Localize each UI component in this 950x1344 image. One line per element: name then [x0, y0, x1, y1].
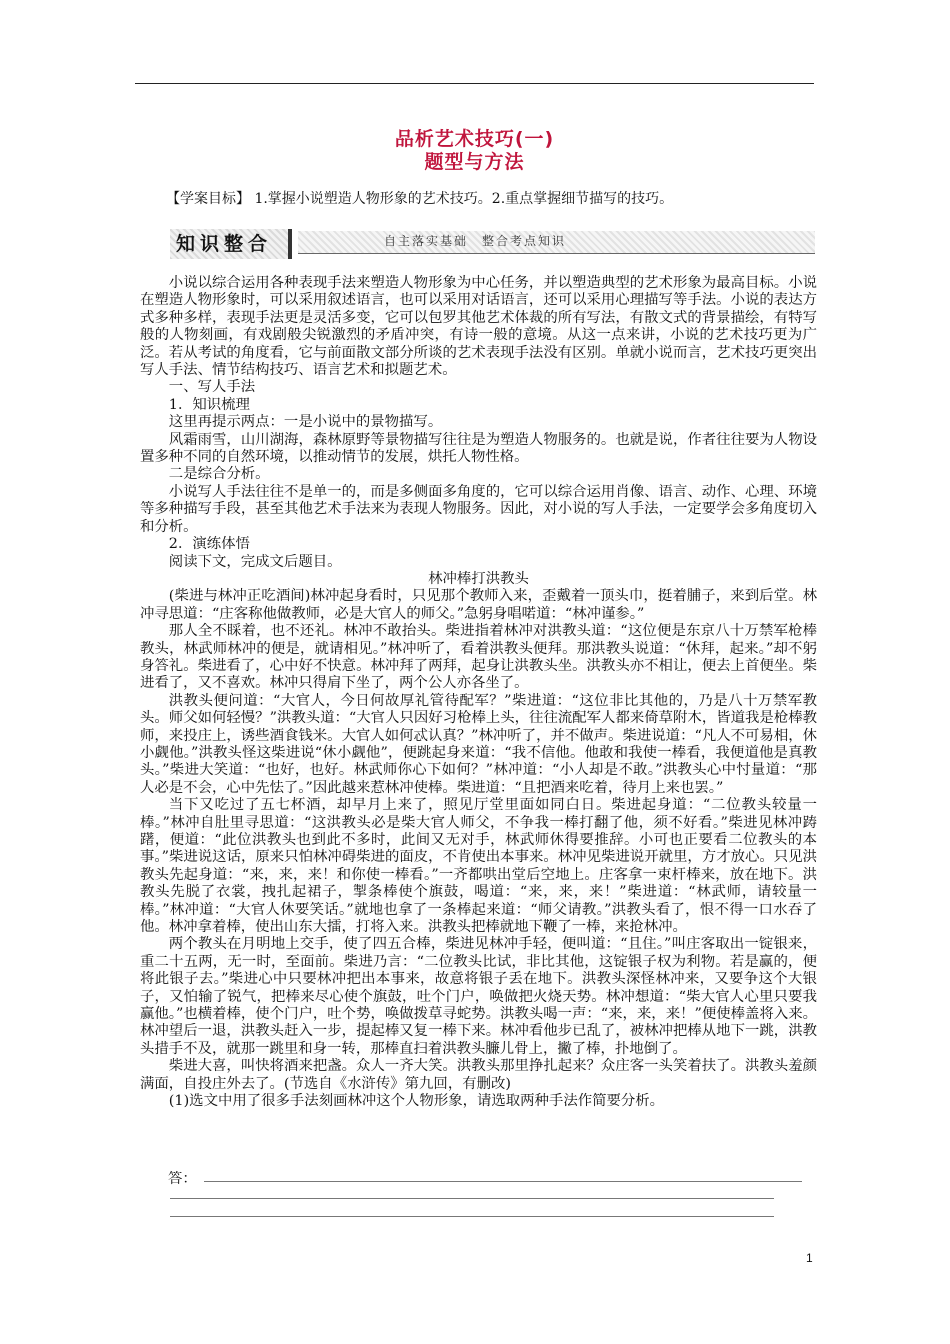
intro-paragraph: 小说以综合运用各种表现手法来塑造人物形象为中心任务，并以塑造典型的艺术形象为最高目标。小说在塑造人物形象时，可以采用叙述语言，也可以采用对话语言，还可以采用心理描写等手法。小说的表达方式多种多样，表现手法更是灵活多变，它可以包罗其他艺术体裁的所有写法，有散文式的背景描绘，有特写般的人物刻画，有戏剧般尖锐激烈的矛盾冲突，有诗一般的意境。从这一点来讲，小说的艺术技巧更为广泛。若从考试的角度看，它与前面散文部分所谈的艺术表现手法没有区别。单就小说而言，艺术技巧更突出写人手法、情节结构技巧、语言艺术和拟题艺术。 [140, 275, 817, 379]
question: (1)选文中用了很多手法刻画林冲这个人物形象，请选取两种手法作简要分析。 [168, 1093, 665, 1110]
story-paragraph: 洪教头便问道：“大官人，今日何故厚礼管待配军？”柴进道：“这位非比其他的，乃是八十万禁军教头。师父如何轻慢？”洪教头道：“大官人只因好习枪棒上头，往往流配军人都来倚草附木，皆道我是枪棒教师，来投庄上，诱些酒食钱米。大官人如何忒认真？”林冲听了，并不做声。柴进说道：“凡人不可易相，休小觑他。”洪教头怪这柴进说“休小觑他”，便跳起身来道：“我不信他。他敢和我使一棒看，我便道他是真教头。”柴进大笑道：“也好，也好。林武师你心下如何？”林冲道：“小人却是不敢。”洪教头心中忖量道：“那人必是不会，心中先怯了。”因此越来惹林冲使棒。柴进道：“且把酒来吃着，待月上来也罢。” [140, 692, 817, 796]
paragraph: 二是综合分析。 [168, 466, 270, 483]
title-line-2: 题型与方法 [424, 151, 525, 173]
section-heading: 一、写人手法 [168, 379, 256, 396]
paragraph: 小说写人手法往往不是单一的，而是多侧面多角度的，它可以综合运用肖像、语言、动作、心理、环境等多种描写手段，甚至其他艺术手法来为表现人物服务。因此，对小说的写人手法，一定要学会多角度切入和分析。 [140, 483, 817, 535]
answer-line [204, 1181, 802, 1182]
banner-label: 知识整合 [176, 233, 273, 255]
story-paragraph: 柴进大喜，叫快将酒来把盏。众人一齐大笑。洪教头那里挣扎起来？众庄客一头笑着扶了。洪教头羞颜满面，自投庄外去了。(节选自《水浒传》第九回，有删改) [140, 1058, 817, 1092]
banner-subtitle: 自主落实基础 整合考点知识 [384, 234, 567, 248]
story-paragraph: 当下又吃过了五七杯酒，却早月上来了，照见厅堂里面如同白日。柴进起身道：“二位教头较量一棒。”林冲自肚里寻思道：“这洪教头必是柴大官人师父，不争我一棒打翻了他，须不好看。”柴进见林冲踌躇，便道：“此位洪教头也到此不多时，此间又无对手，林武师休得要推辞。小可也正要看二位教头的本事。”柴进说这话，原来只怕林冲碍柴进的面皮，不肯使出本事来。林冲见柴进说开就里，方才放心。只见洪教头先起身道：“来，来，来！和你使一棒看。”一齐都哄出堂后空地上。庄客拿一束杆棒来，放在地下。洪教头先脱了衣裳，拽扎起裙子，掣条棒使个旗鼓，喝道：“来，来，来！”柴进道：“林武师，请较量一棒。”林冲道：“大官人休要笑话。”就地也拿了一条棒起来道：“师父请教。”洪教头看了，恨不得一口水吞了他。林冲拿着棒，使出山东大擂，打将入来。洪教头把棒就地下鞭了一棒，来抢林冲。 [140, 797, 817, 936]
page-title [135, 128, 814, 174]
banner-bar [298, 231, 815, 254]
subsection-heading: 1．知识梳理 [168, 396, 250, 413]
banner-logo [170, 229, 292, 259]
story-paragraph: 那人全不睬着，也不还礼。林冲不敢抬头。柴进指着林冲对洪教头道：“这位便是东京八十万禁军枪棒教头，林武师林冲的便是，就请相见。”林冲听了，看着洪教头便拜。那洪教头说道：“休拜，起来。”却不躬身答礼。柴进看了，心中好不快意。林冲拜了两拜，起身让洪教头坐。洪教头亦不相让，便去上首便坐。柴进看了，又不喜欢。林冲只得肩下坐了，两个公人亦各坐了。 [140, 623, 817, 692]
story-paragraph: 两个教头在月明地上交手，使了四五合棒，柴进见林冲手轻，便叫道：“且住。”叫庄客取出一锭银来，重二十五两，无一时，至面前。柴进乃言：“二位教头比试，非比其他，这锭银子权为利物。若是赢的，便将此银子去。”柴进心中只要林冲把出本事来，故意将银子丢在地下。洪教头深怪林冲来，又要争这个大银子，又怕输了锐气，把棒来尽心使个旗鼓，吐个门户，唤做把火烧天势。林冲想道：“柴大官人心里只要我赢他。”也横着棒，使个门户，吐个势，唤做拨草寻蛇势。洪教头喝一声：“来，来，来！”便使棒盖将入来。林冲望后一退，洪教头赶入一步，提起棒又复一棒下来。林冲看他步已乱了，被林冲把棒从地下一跳，洪教头措手不及，就那一跳里和身一转，那棒直扫着洪教头臁儿骨上，撇了棒，扑地倒了。 [140, 936, 817, 1057]
learning-objectives: 【学案目标】 1.掌握小说塑造人物形象的艺术技巧。2.重点掌握细节描写的技巧。 [166, 191, 674, 207]
section-banner [170, 229, 815, 259]
subsection-heading: 2．演练体悟 [168, 536, 250, 553]
header-rule [135, 83, 814, 84]
title-line-1: 品析艺术技巧(一) [394, 128, 555, 150]
story-title: 林冲棒打洪教头 [428, 570, 529, 587]
main-text [140, 275, 817, 1111]
answer-label: 答： [168, 1171, 197, 1187]
paragraph: 风霜雨雪，山川湖海，森林原野等景物描写往往是为塑造人物服务的。也就是说，作者往往要为人物设置多种不同的自然环境，以推动情节的发展，烘托人物性格。 [140, 431, 817, 466]
answer-line [170, 1216, 774, 1217]
answer-line [170, 1198, 774, 1199]
page-number: 1 [806, 1251, 813, 1265]
story-paragraph: (柴进与林冲正吃酒间)林冲起身看时，只见那个教师入来，歪戴着一顶头巾，挺着脯子，来到后堂。林冲寻思道：“庄客称他做教师，必是大官人的师父。”急躬身唱喏道：“林冲谨参。” [140, 588, 817, 622]
paragraph: 阅读下文，完成文后题目。 [168, 553, 342, 570]
paragraph: 这里再提示两点：一是小说中的景物描写。 [168, 414, 443, 431]
